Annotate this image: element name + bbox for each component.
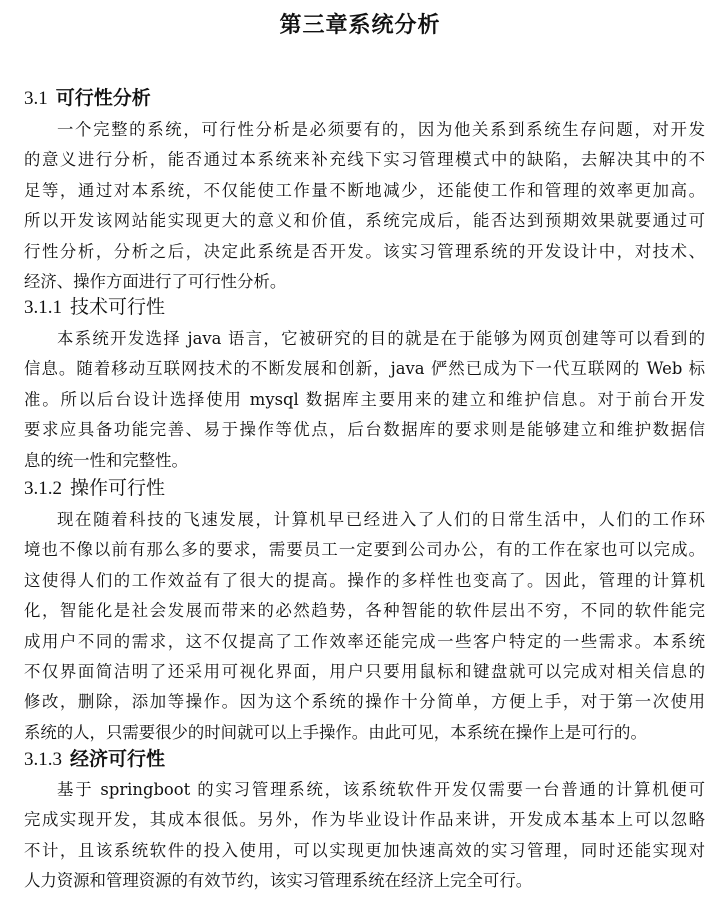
text-line: 不计，且该系统软件的投入使用，可以实现更加快速高效的实习管理，同时还能实现对 (24, 840, 705, 860)
text-line: 化，智能化是社会发展而带来的必然趋势，各种智能的软件层出不穷，不同的软件能完 (24, 601, 705, 621)
text-line: 这使得人们的工作效益有了很大的提高。操作的多样性也变高了。因此，管理的计算机 (24, 570, 705, 590)
text-line: 完成实现开发，其成本很低。另外，作为毕业设计作品来讲，开发成本基本上可以忽略 (24, 810, 705, 830)
text-line: 足等，通过对本系统，不仅能使工作量不断地减少，还能使工作和管理的效率更加高。 (24, 180, 705, 200)
text-line: 系统的人，只需要很少的时间就可以上手操作。由此可见，本系统在操作上是可行的。 (24, 722, 647, 742)
text-line: 经济、操作方面进行了可行性分析。 (24, 271, 287, 291)
paragraph-technical-feasibility (24, 324, 705, 476)
text-line: 要求应具备功能完善、易于操作等优点，后台数据库的要求则是能够建立和维护数据信 (24, 420, 705, 440)
section-number: 3.1.3 (24, 749, 62, 770)
section-heading-3-1-1 (24, 293, 165, 322)
section-number: 3.1 (24, 88, 48, 109)
text-line: 不仅界面简洁明了还采用可视化界面，用户只要用鼠标和键盘就可以完成对相关信息的 (24, 661, 705, 681)
paragraph-feasibility-intro (24, 115, 705, 297)
text-line: 所以开发该网站能实现更大的意义和价值，系统完成后，能否达到预期效果就要通过可 (24, 211, 705, 231)
chapter-title: 第三章系统分析 (279, 13, 441, 38)
text-line: 境也不像以前有那么多的要求，需要员工一定要到公司办公，有的工作在家也可以完成。 (24, 540, 705, 560)
text-line: 本系统开发选择 java 语言，它被研究的目的就是在于能够为网页创建等可以看到的 (57, 329, 705, 348)
text-line: 基于 springboot 的实习管理系统，该系统软件开发仅需要一台普通的计算机便可 (57, 780, 705, 799)
text-line: 息的统一性和完整性。 (24, 450, 188, 470)
text-line: 一个完整的系统，可行性分析是必须要有的，因为他关系到系统生存问题，对开发 (57, 120, 705, 139)
text-line: 人力资源和管理资源的有效节约，该实习管理系统在经济上完全可行。 (24, 871, 533, 891)
section-title: 操作可行性 (70, 477, 166, 499)
section-title: 技术可行性 (70, 296, 166, 318)
text-line: 准。所以后台设计选择使用 mysql 数据库主要用来的建立和维护信息。对于前台开发 (24, 389, 705, 409)
text-line: 行性分析，分析之后，决定此系统是否开发。该实习管理系统的开发设计中，对技术、 (24, 241, 705, 261)
section-number: 3.1.2 (24, 478, 62, 499)
text-line: 的意义进行分析，能否通过本系统来补充线下实习管理模式中的缺陷，去解决其中的不 (24, 150, 705, 170)
section-heading-3-1 (24, 84, 151, 113)
paragraph-operational-feasibility (24, 505, 705, 748)
text-line: 修改，删除，添加等操作。因为这个系统的操作十分简单，方便上手，对于第一次使用 (24, 692, 705, 712)
section-heading-3-1-2 (24, 474, 165, 503)
section-title: 经济可行性 (70, 748, 166, 770)
text-line: 现在随着科技的飞速发展，计算机早已经进入了人们的日常生活中，人们的工作环 (57, 510, 705, 529)
text-line: 信息。随着移动互联网技术的不断发展和创新，java 俨然已成为下一代互联网的 Web 标 (24, 359, 705, 379)
section-heading-3-1-3 (24, 745, 165, 774)
text-line: 成用户不同的需求，这不仅提高了工作效率还能完成一些客户特定的一些需求。本系统 (24, 631, 705, 651)
section-title: 可行性分析 (55, 87, 151, 109)
paragraph-economic-feasibility (24, 775, 705, 897)
section-number: 3.1.1 (24, 297, 62, 318)
